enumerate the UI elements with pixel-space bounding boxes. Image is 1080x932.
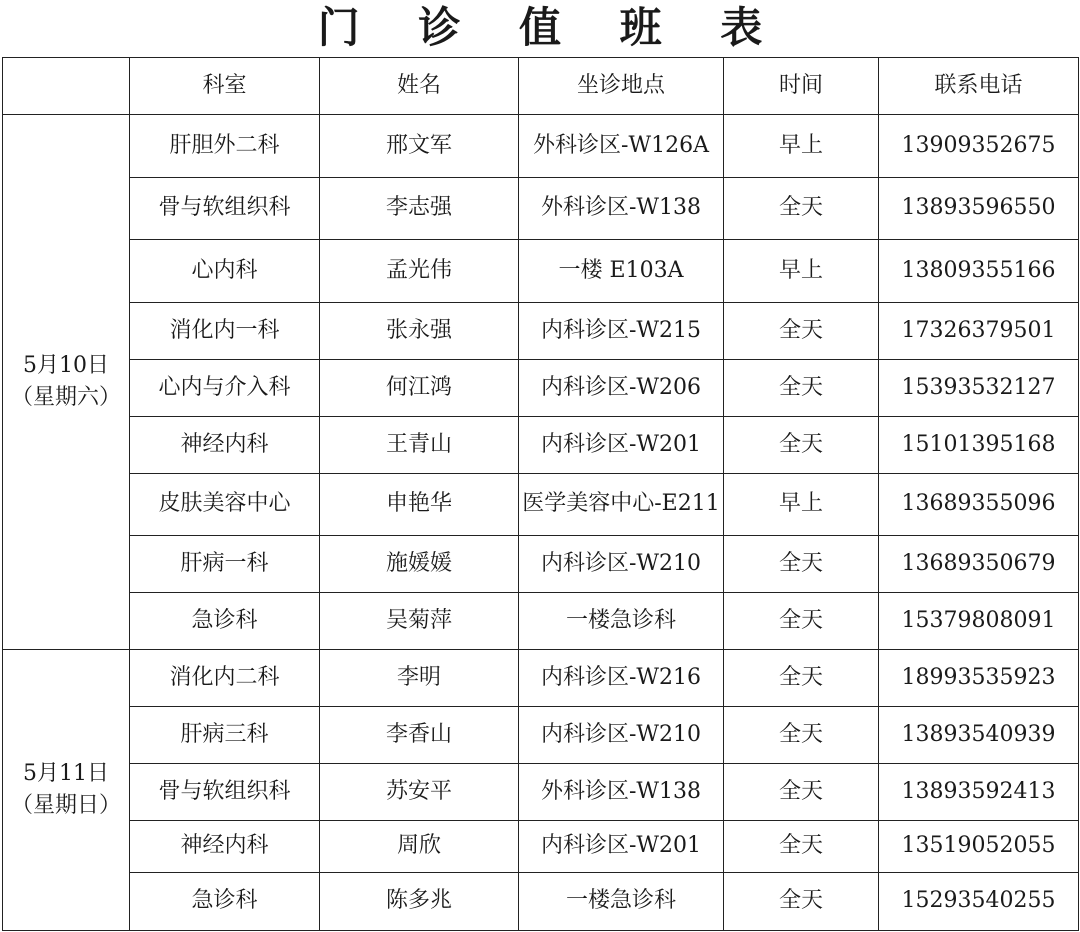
department-cell: 神经内科 <box>130 417 320 474</box>
doctor-name-cell: 申艳华 <box>320 474 519 536</box>
time-cell: 全天 <box>724 303 879 360</box>
table-row <box>3 764 1079 821</box>
doctor-name-cell: 陈多兆 <box>320 873 519 931</box>
header-time: 时间 <box>724 58 879 115</box>
department-cell: 消化内一科 <box>130 303 320 360</box>
location-cell: 外科诊区-W126A <box>519 115 724 178</box>
phone-cell: 13909352675 <box>879 115 1079 178</box>
department-cell: 急诊科 <box>130 593 320 650</box>
doctor-name-cell: 吴菊萍 <box>320 593 519 650</box>
header-phone: 联系电话 <box>879 58 1079 115</box>
doctor-name-cell: 苏安平 <box>320 764 519 821</box>
header-dept: 科室 <box>130 58 320 115</box>
doctor-name-cell: 周欣 <box>320 821 519 873</box>
table-row <box>3 821 1079 873</box>
time-cell: 全天 <box>724 707 879 764</box>
table-row <box>3 873 1079 931</box>
time-cell: 全天 <box>724 873 879 931</box>
phone-cell: 13893540939 <box>879 707 1079 764</box>
time-cell: 全天 <box>724 178 879 240</box>
date-label: 5月11日 <box>23 761 109 787</box>
date-label: 5月10日 <box>23 353 109 379</box>
duty-table <box>2 57 1079 931</box>
doctor-name-cell: 孟光伟 <box>320 240 519 303</box>
location-cell: 内科诊区-W201 <box>519 821 724 873</box>
location-cell: 一楼急诊科 <box>519 593 724 650</box>
weekday-label: （星期六） <box>10 385 121 410</box>
location-cell: 内科诊区-W216 <box>519 650 724 707</box>
table-row <box>3 650 1079 707</box>
doctor-name-cell: 邢文军 <box>320 115 519 178</box>
table-body <box>3 115 1079 931</box>
location-cell: 内科诊区-W215 <box>519 303 724 360</box>
phone-cell: 13519052055 <box>879 821 1079 873</box>
time-cell: 早上 <box>724 240 879 303</box>
header-row <box>3 58 1079 115</box>
location-cell: 一楼急诊科 <box>519 873 724 931</box>
table-row <box>3 115 1079 178</box>
location-cell: 一楼 E103A <box>519 240 724 303</box>
phone-cell: 13689350679 <box>879 536 1079 593</box>
department-cell: 肝病三科 <box>130 707 320 764</box>
phone-cell: 13893596550 <box>879 178 1079 240</box>
department-cell: 神经内科 <box>130 821 320 873</box>
department-cell: 急诊科 <box>130 873 320 931</box>
location-cell: 外科诊区-W138 <box>519 178 724 240</box>
phone-cell: 13893592413 <box>879 764 1079 821</box>
department-cell: 骨与软组织科 <box>130 764 320 821</box>
time-cell: 全天 <box>724 764 879 821</box>
time-cell: 全天 <box>724 821 879 873</box>
table-row <box>3 707 1079 764</box>
phone-cell: 15293540255 <box>879 873 1079 931</box>
phone-cell: 13689355096 <box>879 474 1079 536</box>
location-cell: 内科诊区-W210 <box>519 707 724 764</box>
department-cell: 心内与介入科 <box>130 360 320 417</box>
phone-cell: 15393532127 <box>879 360 1079 417</box>
department-cell: 肝病一科 <box>130 536 320 593</box>
doctor-name-cell: 李明 <box>320 650 519 707</box>
table-row <box>3 303 1079 360</box>
location-cell: 外科诊区-W138 <box>519 764 724 821</box>
doctor-name-cell: 张永强 <box>320 303 519 360</box>
phone-cell: 15379808091 <box>879 593 1079 650</box>
date-header-cell <box>3 58 130 115</box>
department-cell: 肝胆外二科 <box>130 115 320 178</box>
location-cell: 医学美容中心-E211 <box>519 474 724 536</box>
table-row <box>3 240 1079 303</box>
department-cell: 皮肤美容中心 <box>130 474 320 536</box>
location-cell: 内科诊区-W201 <box>519 417 724 474</box>
page-title: 门 诊 值 班 表 <box>317 3 785 52</box>
doctor-name-cell: 施媛媛 <box>320 536 519 593</box>
table-row <box>3 178 1079 240</box>
department-cell: 消化内二科 <box>130 650 320 707</box>
time-cell: 全天 <box>724 593 879 650</box>
doctor-name-cell: 王青山 <box>320 417 519 474</box>
header-name: 姓名 <box>320 58 519 115</box>
time-cell: 早上 <box>724 474 879 536</box>
date-cell <box>3 115 130 650</box>
time-cell: 全天 <box>724 360 879 417</box>
header-location: 坐诊地点 <box>519 58 724 115</box>
time-cell: 早上 <box>724 115 879 178</box>
phone-cell: 18993535923 <box>879 650 1079 707</box>
table-row <box>3 593 1079 650</box>
department-cell: 心内科 <box>130 240 320 303</box>
phone-cell: 15101395168 <box>879 417 1079 474</box>
doctor-name-cell: 何江鸿 <box>320 360 519 417</box>
phone-cell: 13809355166 <box>879 240 1079 303</box>
date-cell <box>3 650 130 931</box>
time-cell: 全天 <box>724 536 879 593</box>
time-cell: 全天 <box>724 650 879 707</box>
weekday-label: （星期日） <box>10 793 121 818</box>
table-row <box>3 536 1079 593</box>
department-cell: 骨与软组织科 <box>130 178 320 240</box>
location-cell: 内科诊区-W210 <box>519 536 724 593</box>
doctor-name-cell: 李香山 <box>320 707 519 764</box>
table-row <box>3 417 1079 474</box>
doctor-name-cell: 李志强 <box>320 178 519 240</box>
table-row <box>3 474 1079 536</box>
phone-cell: 17326379501 <box>879 303 1079 360</box>
table-row <box>3 360 1079 417</box>
location-cell: 内科诊区-W206 <box>519 360 724 417</box>
time-cell: 全天 <box>724 417 879 474</box>
